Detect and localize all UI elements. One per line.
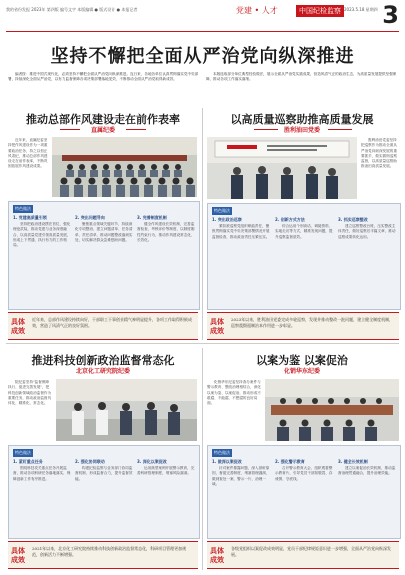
article-4-practices-tag: 特色做法 <box>214 450 230 455</box>
article-1-title: 推动总部作风建设走在前作表率 <box>26 113 180 126</box>
section-label: 党建 • 人才 <box>236 6 278 15</box>
editor-note-p2: 本版选取部分单位典型经验做法，展示全面从严治党实践成果，营造风清气正的政治生态，为高质量发展提供坚强保障，推动各项工作落实落细。 <box>206 72 397 82</box>
article-3-photo <box>56 379 197 441</box>
article-1-col-2-heading: 2. 突出问题导向 <box>75 215 105 220</box>
article-4-intro: 化销华东纪委坚持查办案件与警示教育、整改治理相结合，深化以案为鉴、以案促治，推动形成不敢腐、不能腐、不想腐的良好局面。 <box>207 380 261 406</box>
article-3-col-2-heading: 2. 强化协同联动 <box>75 459 105 464</box>
page-headline: 坚持不懈把全面从严治党向纵深推进 <box>50 46 355 67</box>
paper-logo: 中国纪检监察 <box>296 5 344 17</box>
article-4-practices <box>207 445 401 539</box>
article-2-photo <box>207 137 357 199</box>
article-4-results <box>207 541 399 569</box>
article-3-col-1: 围绕科技攻关重点任务开展监督，推动各项科研任务落地落实，保障创新工作有序推进。 <box>13 466 71 481</box>
article-2-title: 以高质量巡察助推高质量发展 <box>230 113 374 126</box>
article-1-subtitle: 直属纪委 <box>90 127 115 134</box>
article-3-col-2: 构建纪检监察与业务部门协同监督机制，形成监督合力，提升监督效能。 <box>75 466 133 481</box>
article-3-results <box>8 541 198 569</box>
article-1-col-3-heading: 3. 完善制度机制 <box>137 215 167 220</box>
article-2-col-1: 紧扣被巡察党组织职能责任，聚焦贯彻落实党中央决策部署情况开展监督检查，推动政治责任压紧压实。 <box>212 224 270 239</box>
editor-note <box>8 72 398 102</box>
article-2-col-2: 综合运用个别谈话、调阅资料、实地走访等方式，精准发现问题，提升巡察监督质效。 <box>275 224 333 239</box>
editor-note-p1: 编者按：推进中国式现代化，必须坚持不懈把全面从严治党向纵深推进。连日来，各地各单位认真贯彻落实党中央部署，持续深化全面从严治党，以有力监督保障各项决策部署落地见效，不断推动全面从严治党取得新成效。 <box>8 72 199 82</box>
masthead <box>6 3 399 32</box>
article-1-col-1: 坚持把政治建设摆在首位，强化理论武装，推动党建与业务深度融合，以高质量党建引领高质量发展，形成上下贯通、执行有力的工作格局。 <box>13 222 71 248</box>
article-1-results-tag: 具体成效 <box>11 318 25 335</box>
article-3-title: 推进科技创新政治监督常态化 <box>31 354 175 367</box>
article-2-intro: 胜利油田党委坚持把巡察作为推动全面从严治党向纵深发展的重要抓手，做实做细巡察监督，以高质量巡察助推油田高质量发展。 <box>361 138 397 169</box>
article-1-col-3: 健全作风建设长效机制，完善监督检查、考核评价等制度，以制度刚性约束行为，推动作风建设常态化、长效化。 <box>137 222 195 242</box>
article-3-col-1-heading: 1. 紧盯重点任务 <box>13 459 43 464</box>
article-4-results-tag: 具体成效 <box>210 547 224 564</box>
article-3-intro: 院纪委坚持"监督保障执行、促进完善发展"，把科技创新领域政治监督作为重要任务，推动政治监督具体化、精准化、常态化。 <box>8 380 52 406</box>
article-4-col-1-heading: 1. 做深以案促改 <box>212 459 242 464</box>
article-4-photo <box>265 379 399 441</box>
article-2-col-3-heading: 3. 抓实巡察整改 <box>338 217 368 222</box>
article-4-col-2: 召开警示教育大会，组织观看警示教育片，引导党员干部知敬畏、存戒惧、守底线。 <box>275 466 333 481</box>
article-1-intro: 近年来，直属纪委坚持把作风建设作为一项重要政治任务，持之以恒正风肃纪，推动总部作风建设走在前作表率，不断巩固拓展作风建设成果。 <box>8 138 48 169</box>
article-2-col-3: 建立巡察整改台账，压实整改主体责任，做好巡察后半篇文章，推动巡察成果转化运用。 <box>338 224 396 239</box>
article-4-col-2-heading: 2. 强化警示教育 <box>275 459 305 464</box>
article-2-results <box>207 312 399 340</box>
article-2-results-text: 2023年以来，胜利油田党委完成多轮巡察，发现并推动整改一批问题，建立健全制度机制，巡察震慑遏制治本作用进一步彰显。 <box>231 317 394 328</box>
article-2-col-2-heading: 2. 创新方式方法 <box>275 217 305 222</box>
issue-date: 2023.5.18 星期四 <box>344 7 378 12</box>
article-4-col-3: 建立以案促治长效机制，推动监督治理贯通融合，提升治理效能。 <box>338 466 396 476</box>
article-2-practices <box>207 203 401 310</box>
article-3-col-3: 运用典型案例开展警示教育，完善科研管理制度，堵塞风险漏洞。 <box>137 466 195 476</box>
article-2-col-1-heading: 1. 突出政治巡察 <box>212 217 242 222</box>
article-3-col-3-heading: 3. 深化以案促改 <box>137 459 167 464</box>
article-3-results-text: 2021年以来，北京化工研究院持续推动科技创新政治监督常态化，科研项目管理更加规范，创新活力不断增强。 <box>32 546 187 557</box>
article-3-practices-tag: 特色做法 <box>15 450 31 455</box>
article-2-results-tag: 具体成效 <box>210 318 224 335</box>
article-1-col-1-heading: 1. 党建高质量引领 <box>13 215 47 220</box>
article-4-title: 以案为鉴 以案促治 <box>256 354 348 367</box>
article-1-practices-tag: 特色做法 <box>15 206 31 211</box>
article-4-subtitle: 化销华东纪委 <box>283 368 320 375</box>
article-1-practices <box>8 201 200 310</box>
masthead-info: 我的省份发报 2023年 第四版 编号文字 本版编辑 ● 版式设计 ● 本报记者 <box>6 7 138 12</box>
article-2-subtitle: 胜利油田党委 <box>283 127 320 134</box>
article-4-results-text: 各级党组织以案促改成效明显，党员干部纪律规矩意识进一步增强，全面从严治党向纵深发展。 <box>231 546 391 557</box>
article-3-practices <box>8 445 200 539</box>
article-1-results <box>8 312 198 340</box>
article-4-col-1: 针对案件暴露问题，深入剖析原因，督促完善制度，堵塞管理漏洞，做到查处一案、警示一片、治理一域。 <box>212 466 270 486</box>
page-number: 3 <box>382 1 399 29</box>
article-2-practices-tag: 特色做法 <box>214 208 230 213</box>
article-1-col-2: 聚焦重点领域关键环节，持续深化专项整治，建立问题清单、任务清单、责任清单，推动问题整改落到实处，切实解决群众急难愁盼问题。 <box>75 222 133 242</box>
article-1-results-text: 近年来，总部作风建设持续向好，干部职工干事创业精气神明显提升，各项工作取得积极成效，营造了风清气正的良好氛围。 <box>32 317 192 328</box>
article-3-subtitle: 北京化工研究院纪委 <box>75 368 130 375</box>
article-4-col-3-heading: 3. 健全长效机制 <box>338 459 368 464</box>
article-3-results-tag: 具体成效 <box>11 547 25 564</box>
article-1-photo <box>52 137 197 197</box>
